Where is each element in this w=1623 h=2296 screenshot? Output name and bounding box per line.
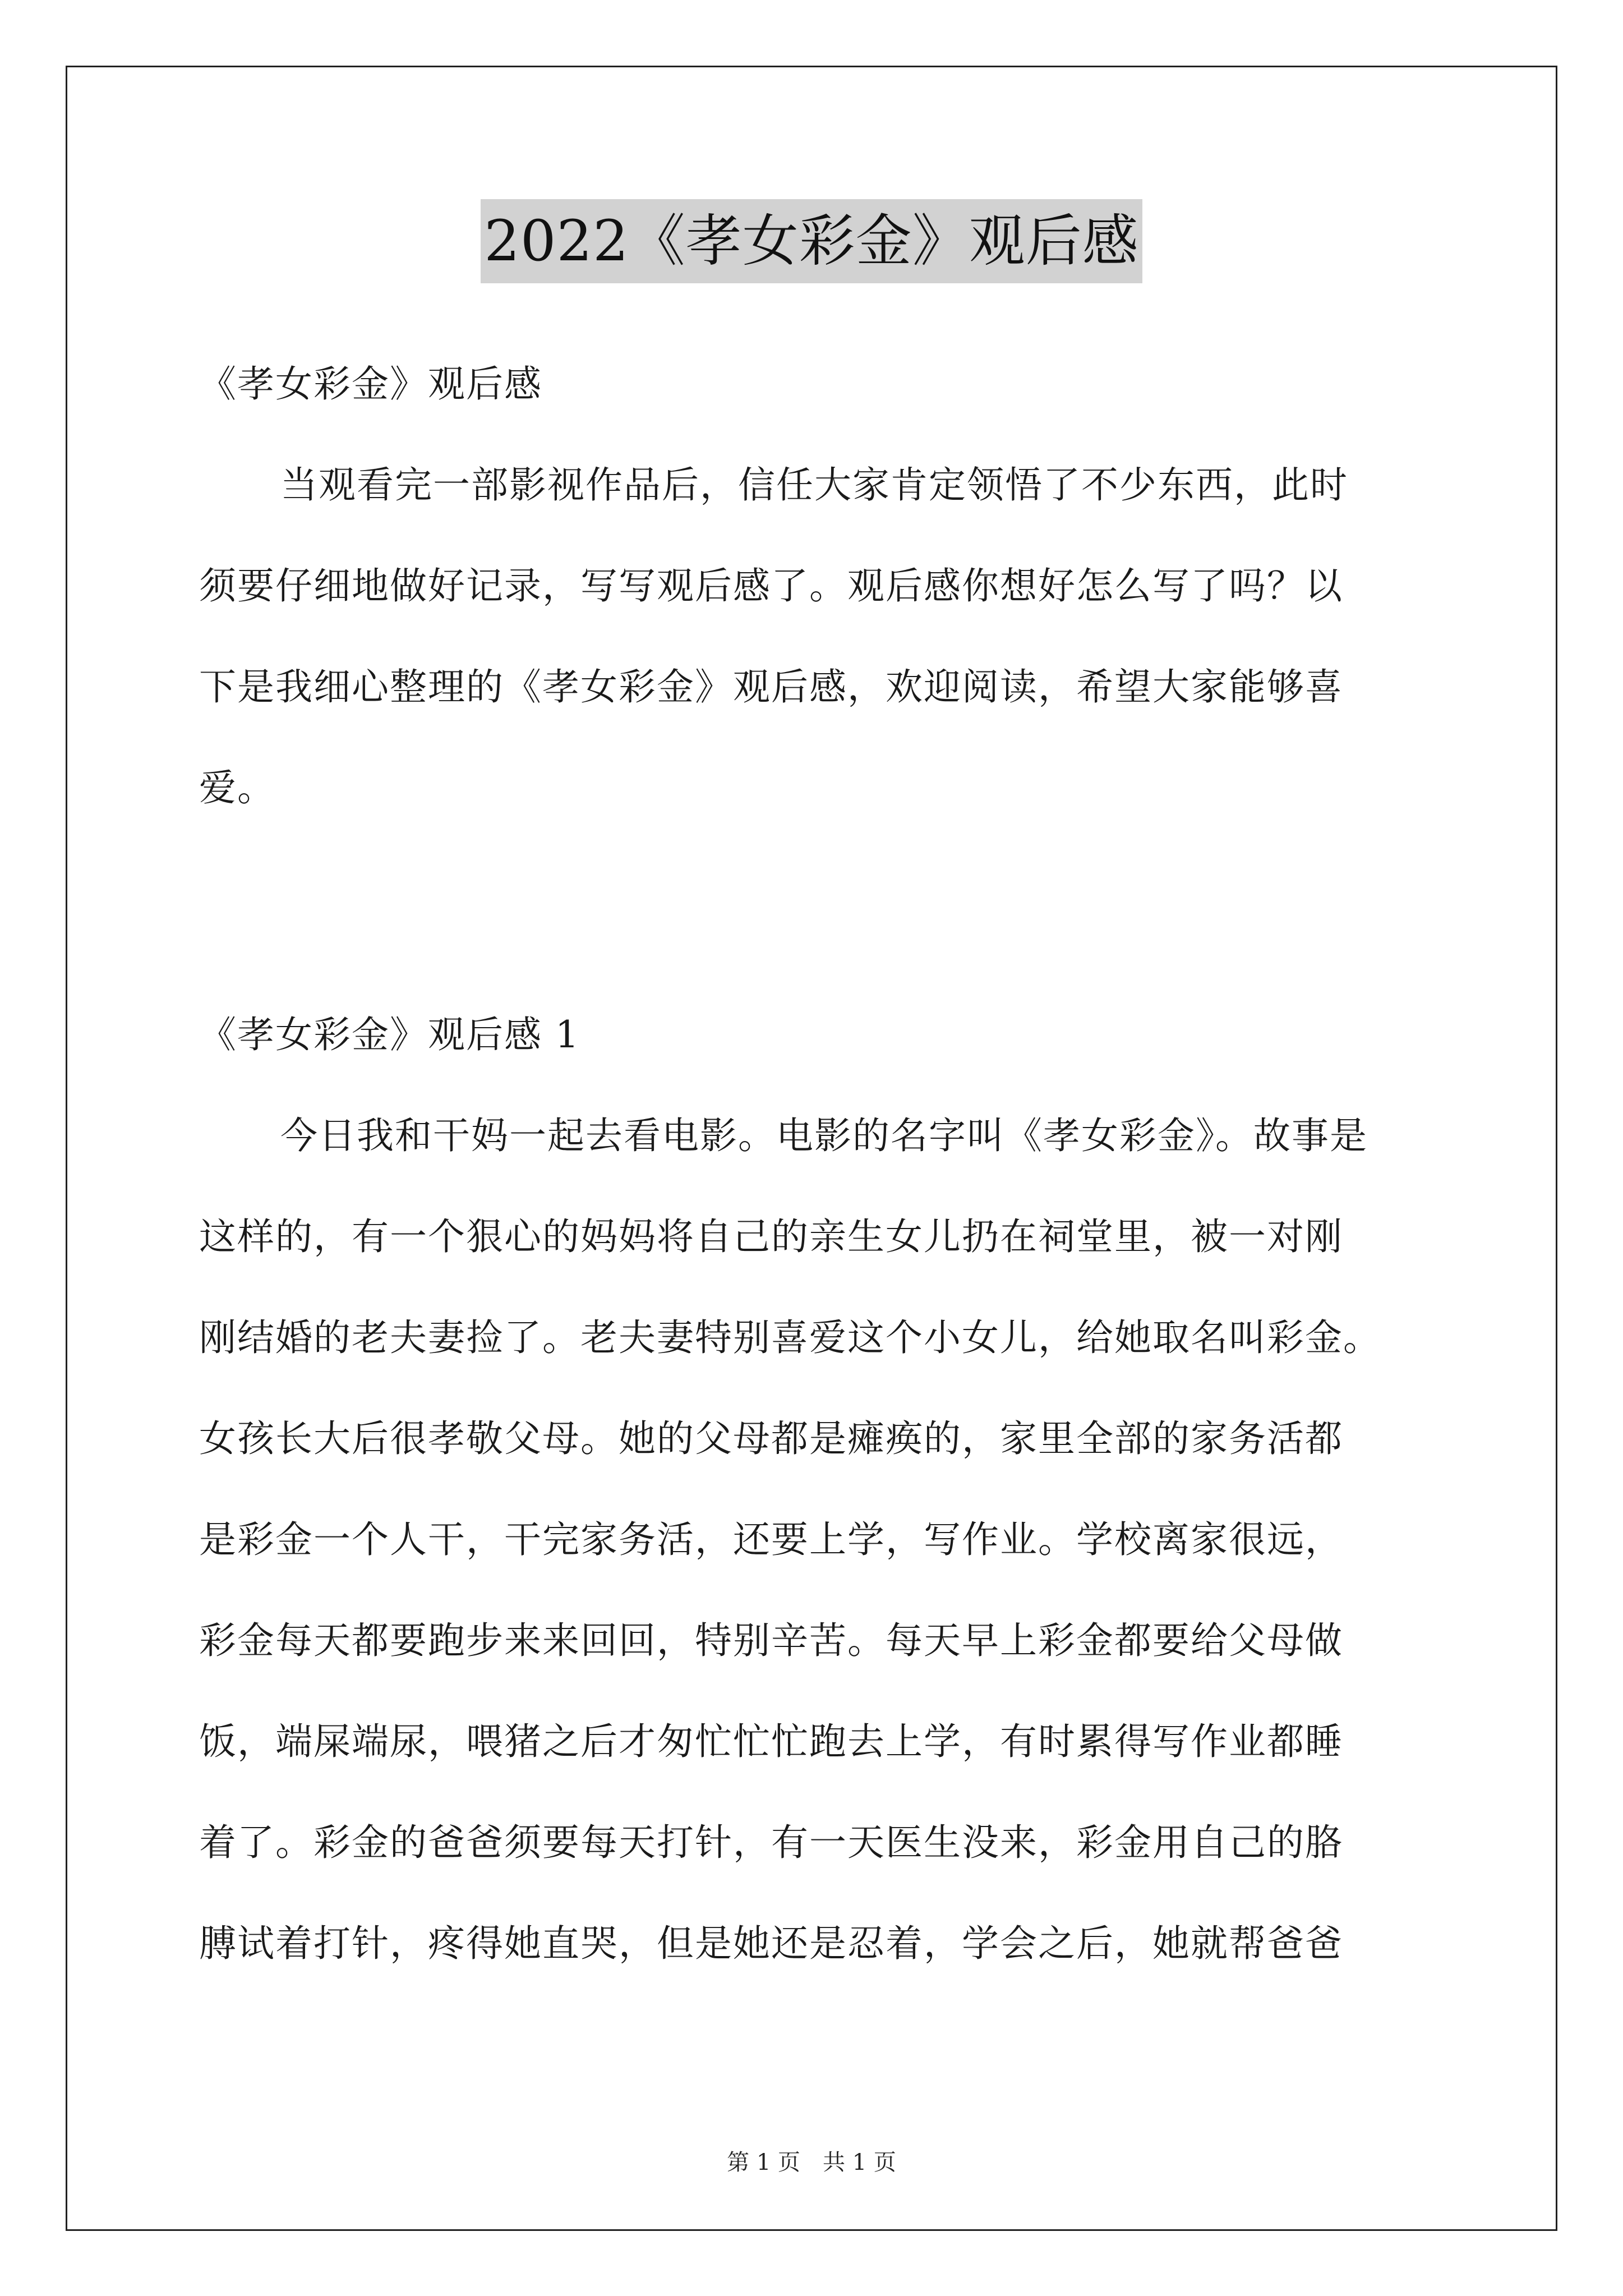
paragraph-line: 爱。 [199,766,275,809]
page-number: 第 1 页 共 1 页 [727,2150,896,2175]
paragraph-line: 当观看完一部影视作品后，信任大家肯定领悟了不少东西，此时 [280,463,1348,507]
paragraph-line: 刚结婚的老夫妻捡了。老夫妻特别喜爱这个小女儿，给她取名叫彩金。 [199,1316,1381,1359]
paragraph-line: 彩金每天都要跑步来来回回，特别辛苦。每天早上彩金都要给父母做 [199,1619,1343,1662]
paragraph-line: 着了。彩金的爸爸须要每天打针，有一天医生没来，彩金用自己的胳 [199,1821,1343,1864]
section-heading: 《孝女彩金》观后感 [199,362,542,406]
paragraph-line: 是彩金一个人干，干完家务活，还要上学，写作业。学校离家很远， [199,1518,1343,1561]
paragraph-line: 女孩长大后很孝敬父母。她的父母都是瘫痪的，家里全部的家务活都 [199,1417,1343,1460]
paragraph-line: 下是我细心整理的《孝女彩金》观后感，欢迎阅读，希望大家能够喜 [199,665,1343,708]
paragraph-line: 今日我和干妈一起去看电影。电影的名字叫《孝女彩金》。故事是 [280,1114,1368,1157]
paragraph-line: 这样的，有一个狠心的妈妈将自己的亲生女儿扔在祠堂里，被一对刚 [199,1215,1343,1258]
document-title: 2022《孝女彩金》观后感 [481,199,1142,283]
paragraph-line: 膊试着打针，疼得她直哭，但是她还是忍着，学会之后，她就帮爸爸 [199,1922,1343,1965]
title-container [0,199,1623,283]
paragraph-line: 须要仔细地做好记录，写写观后感了。观后感你想好怎么写了吗？以 [199,564,1343,608]
page-footer [0,2146,1623,2179]
section-heading: 《孝女彩金》观后感 1 [199,1013,580,1056]
paragraph-line: 饭，端屎端尿，喂猪之后才匆忙忙忙跑去上学，有时累得写作业都睡 [199,1720,1343,1763]
